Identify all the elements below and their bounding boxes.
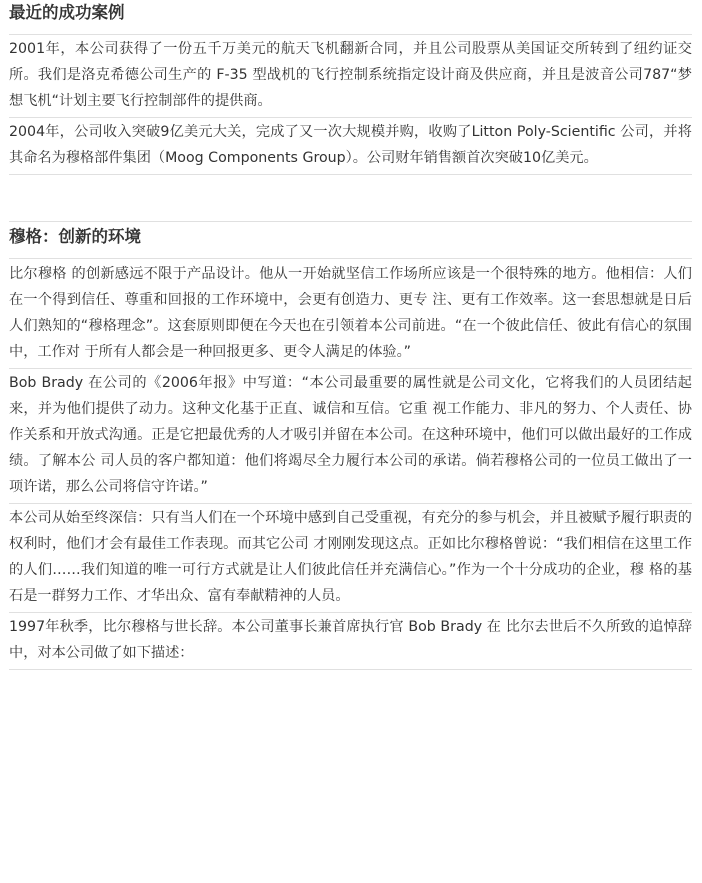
paragraph-text: Bob Brady 在公司的《2006年报》中写道：“本公司最重要的属性就是公司文化，它将我们的人员团结起来，并为他们提供了动力。这种文化基于正直、诚信和互信。它重 视工作能力、非凡的努力、个人责任、协作关系和开放式沟通。正是它把最优秀的人才吸引并留在本公司。在这种环境中，他们可以做出最好的工作成绩。了解本公 司人员的客户都知道：他们将竭尽全力履行本公司的承诺。倘若穆格公司的一位员工做出了一项许诺，那么公司将信守许诺。”: [9, 375, 692, 495]
paragraph: [9, 370, 692, 500]
paragraph: [9, 505, 692, 609]
paragraph-text: 2004年，公司收入突破9亿美元大关，完成了又一次大规模并购，收购了Litton Poly-Scientific 公司，并将其命名为穆格部件集团（Moog Components Group）。公司财年销售额首次突破10亿美元。: [9, 124, 692, 166]
paragraph: [9, 36, 692, 114]
divider: [9, 669, 692, 670]
section-heading-recent-success: 最近的成功案例: [9, 3, 125, 22]
paragraph-text: 2001年，本公司获得了一份五千万美元的航天飞机翻新合同，并且公司股票从美国证交所转到了纽约证交所。我们是洛克希德公司生产的 F-35 型战机的飞行控制系统指定设计商及供应商，并且是波音公司787“梦想飞机“计划主要飞行控制部件的提供商。: [9, 41, 692, 109]
paragraph-text: 比尔穆格 的创新感远不限于产品设计。他从一开始就坚信工作场所应该是一个很特殊的地方。他相信：人们在一个得到信任、尊重和回报的工作环境中，会更有创造力、更专 注、更有工作效率。这一套思想就是日后人们熟知的“穆格理念”。这套原则即便在今天也在引领着本公司前进。“在一个彼此信任、彼此有信心的氛围中，工作对 于所有人都会是一种回报更多、更令人满足的体验。”: [9, 266, 692, 360]
paragraph: [9, 614, 692, 666]
paragraph: [9, 261, 692, 365]
paragraph-text: 本公司从始至终深信：只有当人们在一个环境中感到自己受重视，有充分的参与机会，并且被赋予履行职责的权利时，他们才会有最佳工作表现。而其它公司 才刚刚发现这点。正如比尔穆格曾说：“我们相信在这里工作的人们……我们知道的唯一可行方式就是让人们彼此信任并充满信心。”作为一个十分成功的企业，穆 格的基石是一群努力工作、才华出众、富有奉献精神的人员。: [9, 510, 692, 604]
paragraph: [9, 119, 692, 171]
paragraph-text: 1997年秋季，比尔穆格与世长辞。本公司董事长兼首席执行官 Bob Brady 在 比尔去世后不久所致的追悼辞中，对本公司做了如下描述：: [9, 619, 692, 661]
section-heading-innovation-environment: 穆格：创新的环境: [9, 227, 141, 246]
